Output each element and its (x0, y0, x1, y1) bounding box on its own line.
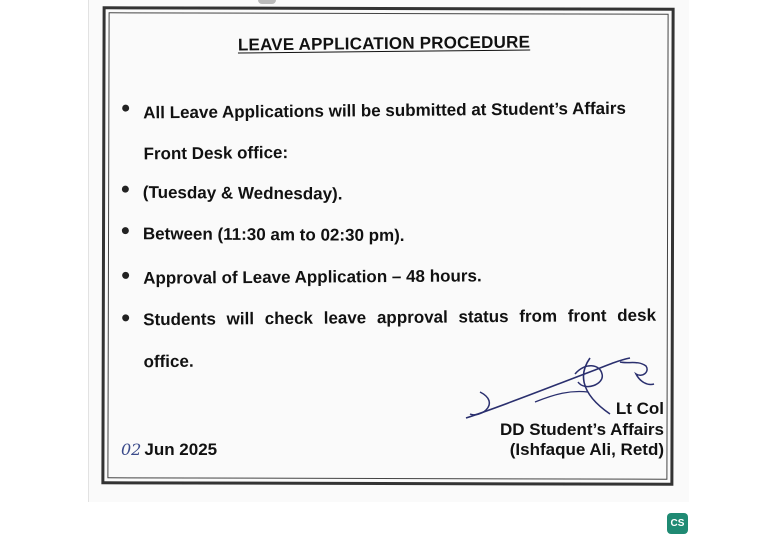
list-item-line: Between (11:30 am to 02:30 pm). (142, 224, 405, 246)
signatory-name: (Ishfaque Ali, Retd) (509, 440, 664, 459)
signatory-designation: DD Student’s Affairs (499, 420, 664, 439)
camscanner-logo-icon: CS (667, 513, 688, 534)
bullet-icon (122, 186, 129, 193)
list-item-line: All Leave Applications will be submitted at Student’s Affairs (143, 98, 626, 123)
bullet-icon (122, 105, 129, 112)
notice-title: LEAVE APPLICATION PROCEDURE (237, 32, 531, 55)
torn-scrap (258, 0, 276, 4)
list-item-line: (Tuesday & Wednesday). (142, 182, 343, 204)
signatory-rank: Lt Col (615, 399, 664, 418)
bullet-icon (122, 272, 129, 279)
list-item-line: office. (143, 351, 194, 372)
notice-date (121, 440, 217, 460)
date-month-year: Jun 2025 (144, 440, 218, 459)
bullet-icon (122, 314, 129, 321)
bullet-icon (122, 227, 129, 234)
list-item-line: Students will check leave approval status from front desk (143, 305, 657, 330)
handwritten-day: 02 (121, 440, 142, 459)
list-item-line: Approval of Leave Application – 48 hours. (143, 266, 482, 288)
list-item-line: Front Desk office: (143, 143, 289, 164)
